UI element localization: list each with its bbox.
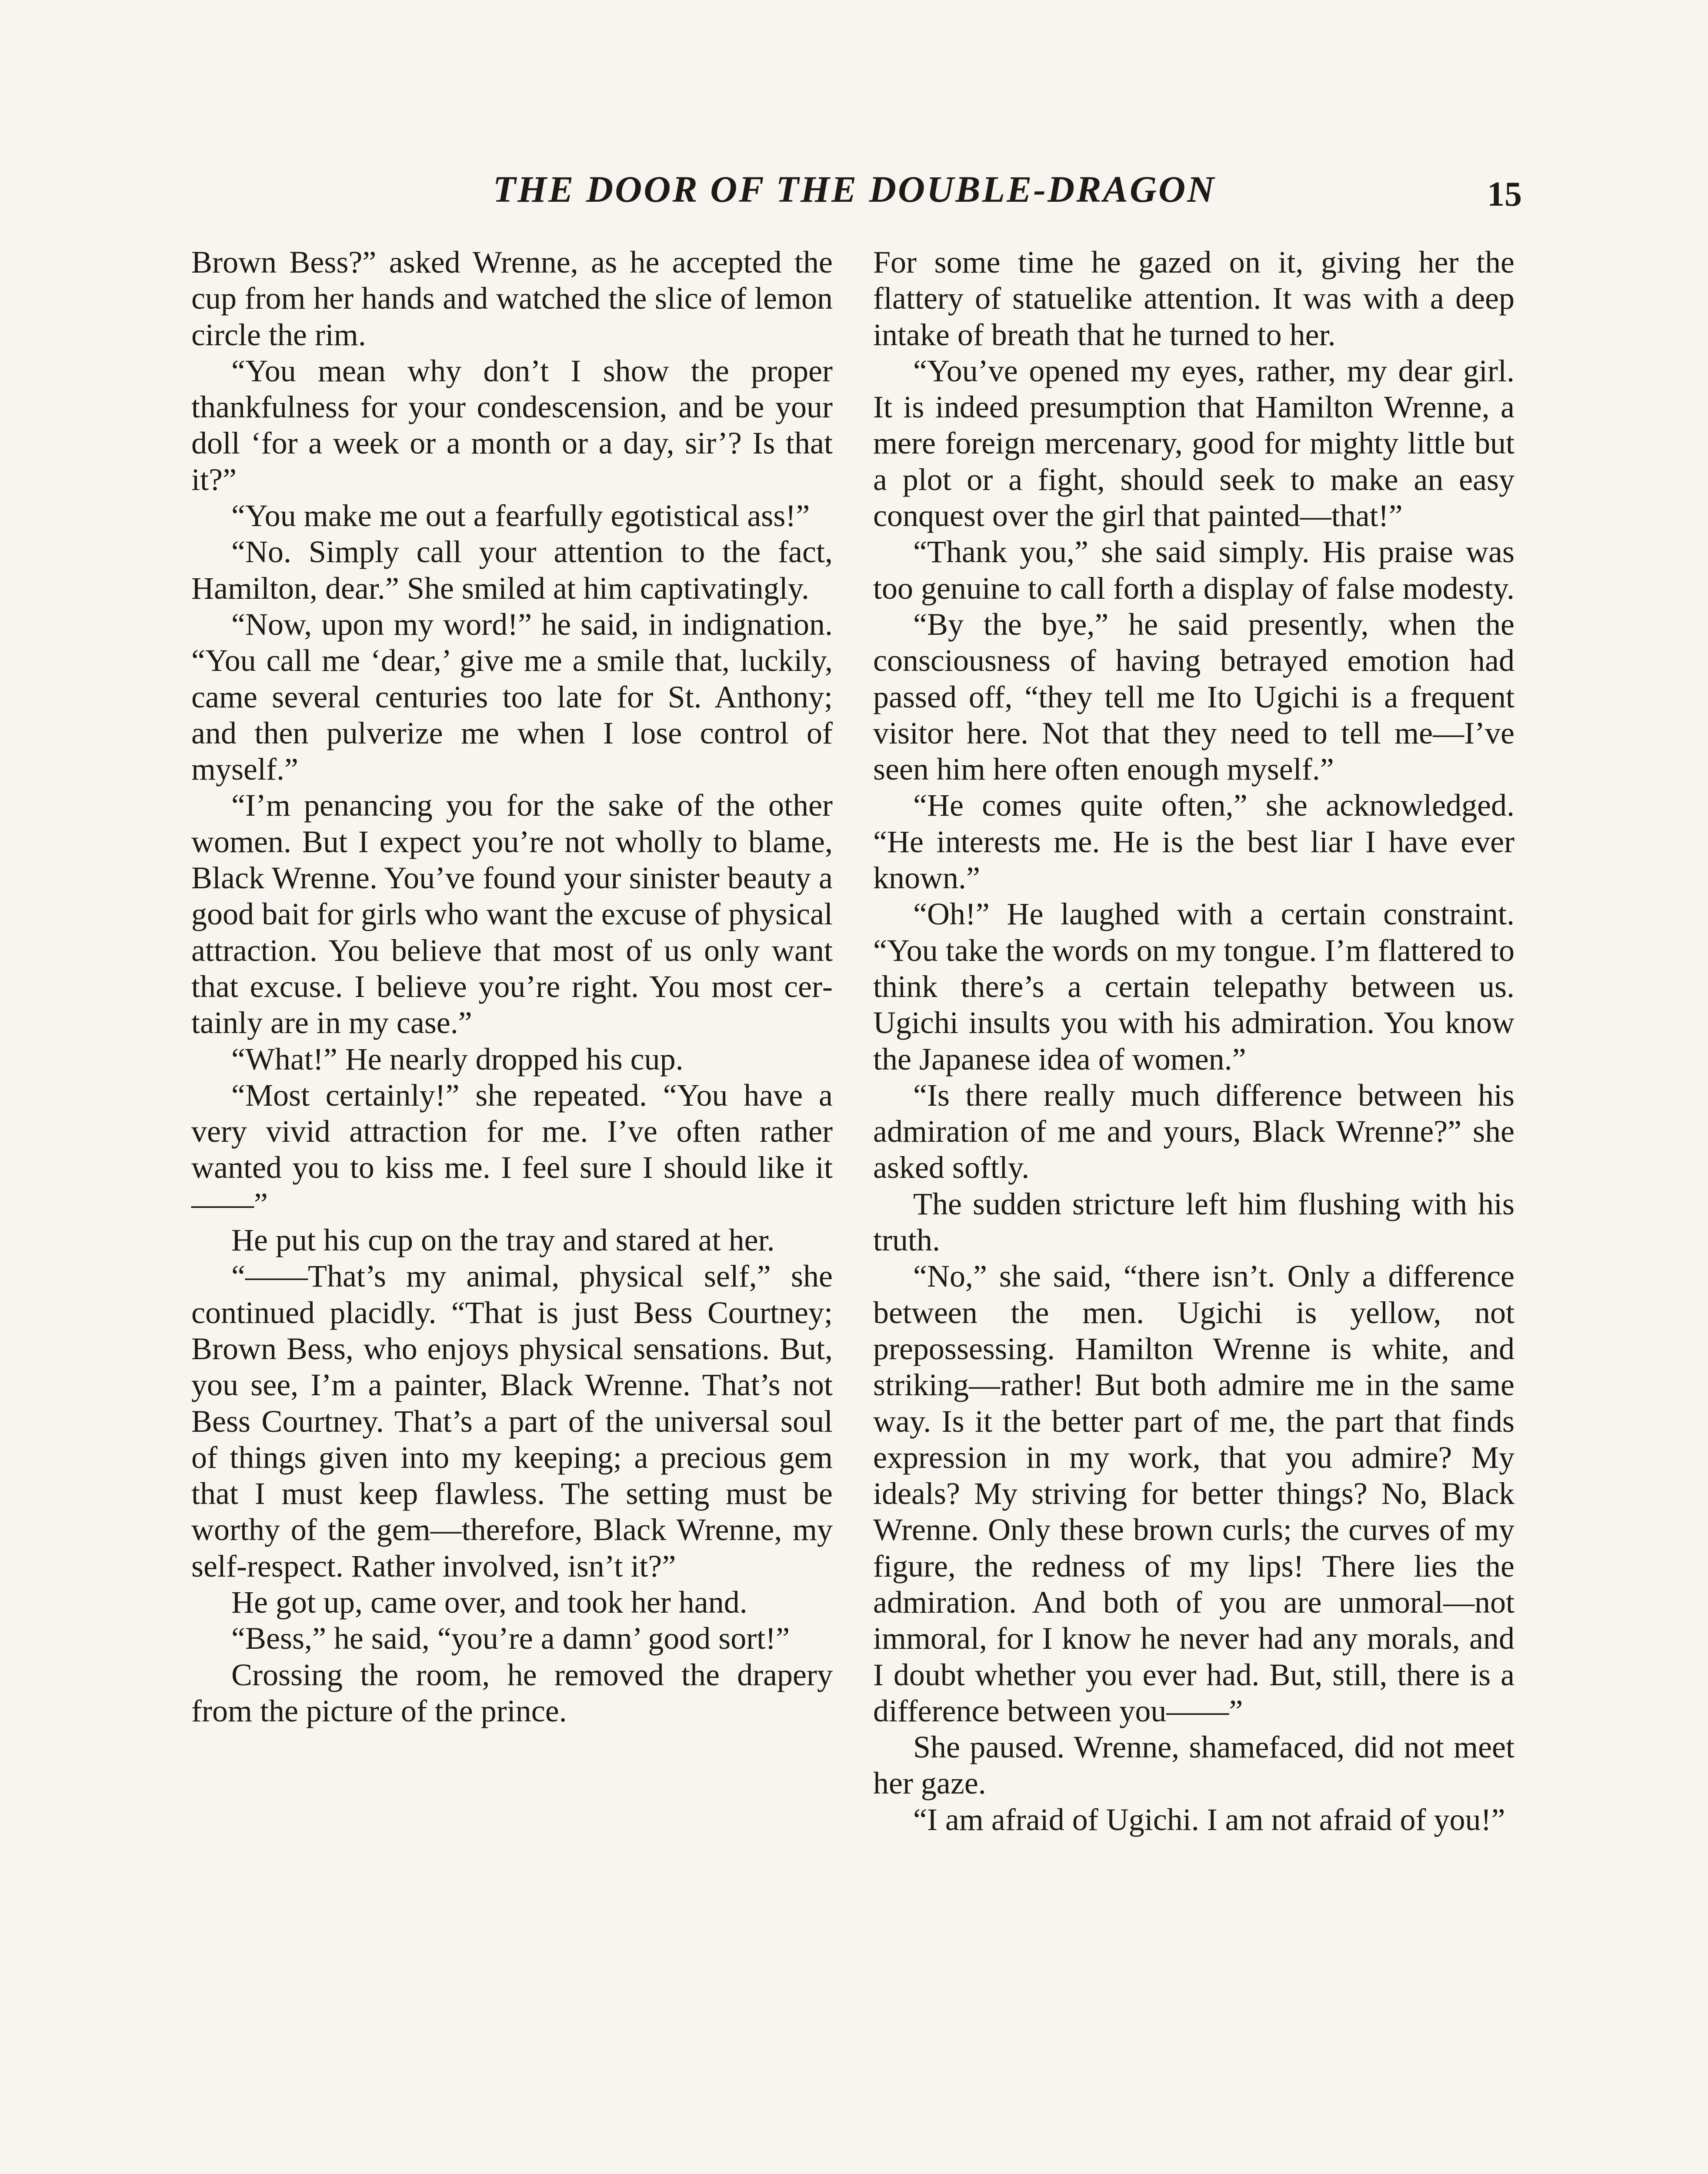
paragraph: “I am afraid of Ugichi. I am not afraid of you!” [913, 1802, 1505, 1837]
paragraph: “You mean why don’t I show the proper thankfulness for your condescension, and be your doll ‘for a week or a month or a day, sir’? Is that it?” [191, 353, 833, 497]
paragraph: “You’ve opened my eyes, rather, my dear girl. It is indeed presumption that Hamilton Wrenne, a mere foreign mercenary, good for mighty little but a plot or a fight, should seek to make an easy conquest over the girl that painted—that!” [873, 353, 1515, 533]
running-title: THE DOOR OF THE DOUBLE-DRAGON [493, 168, 1216, 210]
paragraph: “What!” He nearly dropped his cup. [231, 1041, 684, 1077]
paragraph: He got up, came over, and took her hand. [231, 1584, 747, 1620]
paragraph: For some time he gazed on it, giving her the flattery of statuelike attention. It was with a deep intake of breath that he turned to her. [873, 245, 1515, 352]
paragraph: “I’m penancing you for the sake of the other women. But I expect you’re not wholly to blame, Black Wrenne. You’ve found your sinister beauty a good bait for girls who want the excuse of physical attraction. You believe that most of us only want that excuse. I believe you’re right. You most certainly are in my case.” [191, 788, 833, 1040]
paragraph: “By the bye,” he said presently, when the consciousness of having betrayed emotion had passed off, “they tell me Ito Ugichi is a frequent visitor here. Not that they need to tell me—I’ve seen him here often enough myself.” [873, 607, 1515, 787]
paragraph: Brown Bess?” asked Wrenne, as he accepted the cup from her hands and watched the slice of lemon circle the rim. [191, 245, 833, 352]
paragraph: “No. Simply call your attention to the fact, Hamilton, dear.” She smiled at him captivatingly. [191, 534, 833, 606]
paragraph: “Most certainly!” she repeated. “You have a very vivid attraction for me. I’ve often rather wanted you to kiss me. I feel sure I should like it——” [191, 1077, 833, 1221]
paragraph: “Thank you,” she said simply. His praise was too genuine to call forth a display of false modesty. [873, 534, 1515, 606]
paragraph: “——That’s my animal, physical self,” she continued placidly. “That is just Bess Courtney; Brown Bess, who enjoys physical sensations. But, you see, I’m a painter, Black Wrenne. That’s not Bess Courtney. That’s a part of the universal soul of things given into my keeping; a precious gem that I must keep flawless. The setting must be worthy of the gem—therefore, Black Wrenne, my self-respect. Rather involved, isn’t it?” [191, 1259, 833, 1584]
paragraph: “No,” she said, “there isn’t. Only a difference between the men. Ugichi is yellow, not prepossessing. Hamilton Wrenne is white, and striking—rather! But both admire me in the same way. Is it the better part of me, the part that finds expression in my work, that you admire? My ideals? My striving for better things? No, Black Wrenne. Only these brown curls; the curves of my figure, the redness of my lips! There lies the admiration. And both of you are unmoral—not immoral, for I know he never had any morals, and I doubt whether you ever had. But, still, there is a difference between you——” [873, 1259, 1515, 1728]
text-column-left [191, 244, 833, 1729]
paragraph: “Bess,” he said, “you’re a damn’ good sort!” [231, 1621, 790, 1656]
page-number: 15 [1487, 175, 1522, 213]
paragraph: “Oh!” He laughed with a certain constraint. “You take the words on my tongue. I’m flattered to think there’s a certain telepathy between us. Ugichi insults you with his admiration. You know the Japanese idea of women.” [873, 897, 1515, 1077]
paragraph: Crossing the room, he removed the drapery from the picture of the prince. [191, 1657, 833, 1728]
paragraph: “You make me out a fearfully egotistical ass!” [231, 498, 810, 533]
paragraph: “Now, upon my word!” he said, in indignation. “You call me ‘dear,’ give me a smile that, luckily, came several centuries too late for St. Anthony; and then pulverize me when I lose control of myself.” [191, 607, 833, 787]
paragraph: She paused. Wrenne, shamefaced, did not meet her gaze. [873, 1730, 1515, 1801]
text-column-right [873, 244, 1515, 1838]
paragraph: The sudden stricture left him flushing with his truth. [873, 1186, 1515, 1258]
paragraph: He put his cup on the tray and stared at her. [231, 1223, 775, 1258]
paragraph: “He comes quite often,” she acknowledged. “He interests me. He is the best liar I have ever known.” [873, 788, 1515, 896]
paragraph: “Is there really much difference between his admiration of me and yours, Black Wrenne?” she asked softly. [873, 1077, 1515, 1185]
